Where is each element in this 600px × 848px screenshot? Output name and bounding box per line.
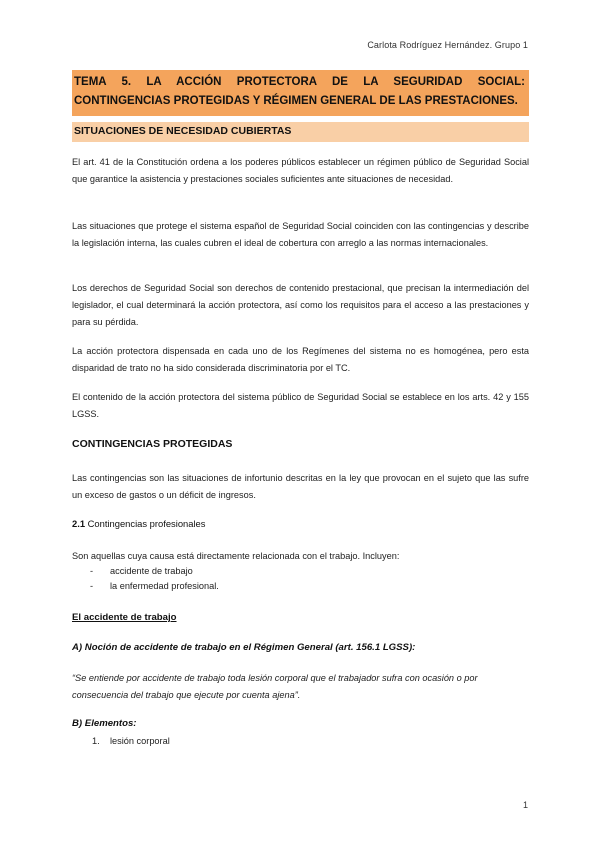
- legal-quote: “Se entiende por accidente de trabajo toda lesión corporal que el trabajador sufra con ocasión o por consecuencia del trabajo que ejecute por cuenta ajena”.: [72, 673, 478, 700]
- list-item: [90, 566, 193, 576]
- header-author: Carlota Rodríguez Hernández. Grupo 1: [367, 40, 528, 50]
- elements-heading: B) Elementos:: [72, 718, 137, 729]
- paragraph: Las contingencias son las situaciones de infortunio descritas en la ley que provocan en el sujeto que las sufre un exceso de gastos o un déficit de ingresos.: [72, 473, 529, 500]
- item-text: lesión corporal: [110, 736, 170, 746]
- paragraph: Los derechos de Seguridad Social son derechos de contenido prestacional, que precisan la intermediación del legislador, el cual determinará la acción protectora, así como los requisitos para el acceso a las prestaciones y para su pérdida.: [72, 283, 529, 327]
- paragraph: El art. 41 de la Constitución ordena a los poderes públicos establecer un régimen público de Seguridad Social que garantice la asistencia y prestaciones sociales suficientes ante situaciones de necesidad.: [72, 157, 529, 184]
- page-number: 1: [522, 800, 528, 810]
- paragraph: Las situaciones que protege el sistema español de Seguridad Social coinciden con las contingencias y describe la legislación interna, las cuales cubren el ideal de cobertura con arreglo a las normas internacionales.: [72, 221, 529, 248]
- notion-heading: A) Noción de accidente de trabajo en el Régimen General (art. 156.1 LGSS):: [72, 642, 416, 653]
- paragraph: El contenido de la acción protectora del sistema público de Seguridad Social se establece en los arts. 42 y 155 LGSS.: [72, 392, 529, 419]
- list-item-text: la enfermedad profesional.: [110, 581, 219, 591]
- chapter-title: TEMA 5. LA ACCIÓN PROTECTORA DE LA SEGURIDAD SOCIAL: CONTINGENCIAS PROTEGIDAS Y RÉGIMEN GENERAL DE LAS PRESTACIONES.: [72, 70, 529, 116]
- paragraph: Son aquellas cuya causa está directamente relacionada con el trabajo. Incluyen:: [72, 551, 400, 561]
- bullet-dash: -: [90, 566, 94, 576]
- accident-heading: El accidente de trabajo: [72, 612, 177, 623]
- subsection-title: Contingencias profesionales: [87, 518, 206, 529]
- bullet-dash: -: [90, 581, 94, 591]
- subsection-number: 2.1: [72, 518, 86, 529]
- section-heading-contingencias: CONTINGENCIAS PROTEGIDAS: [72, 438, 233, 450]
- list-item-text: accidente de trabajo: [110, 566, 193, 576]
- list-item: [90, 581, 219, 591]
- paragraph: La acción protectora dispensada en cada uno de los Regímenes del sistema no es homogénea, pero esta disparidad de trato no ha sido considerada discriminatoria por el TC.: [72, 346, 529, 373]
- section-heading-situaciones: SITUACIONES DE NECESIDAD CUBIERTAS: [72, 122, 529, 142]
- numbered-item: [92, 736, 170, 746]
- item-number: 1.: [92, 736, 100, 746]
- subsection-heading: [72, 518, 205, 529]
